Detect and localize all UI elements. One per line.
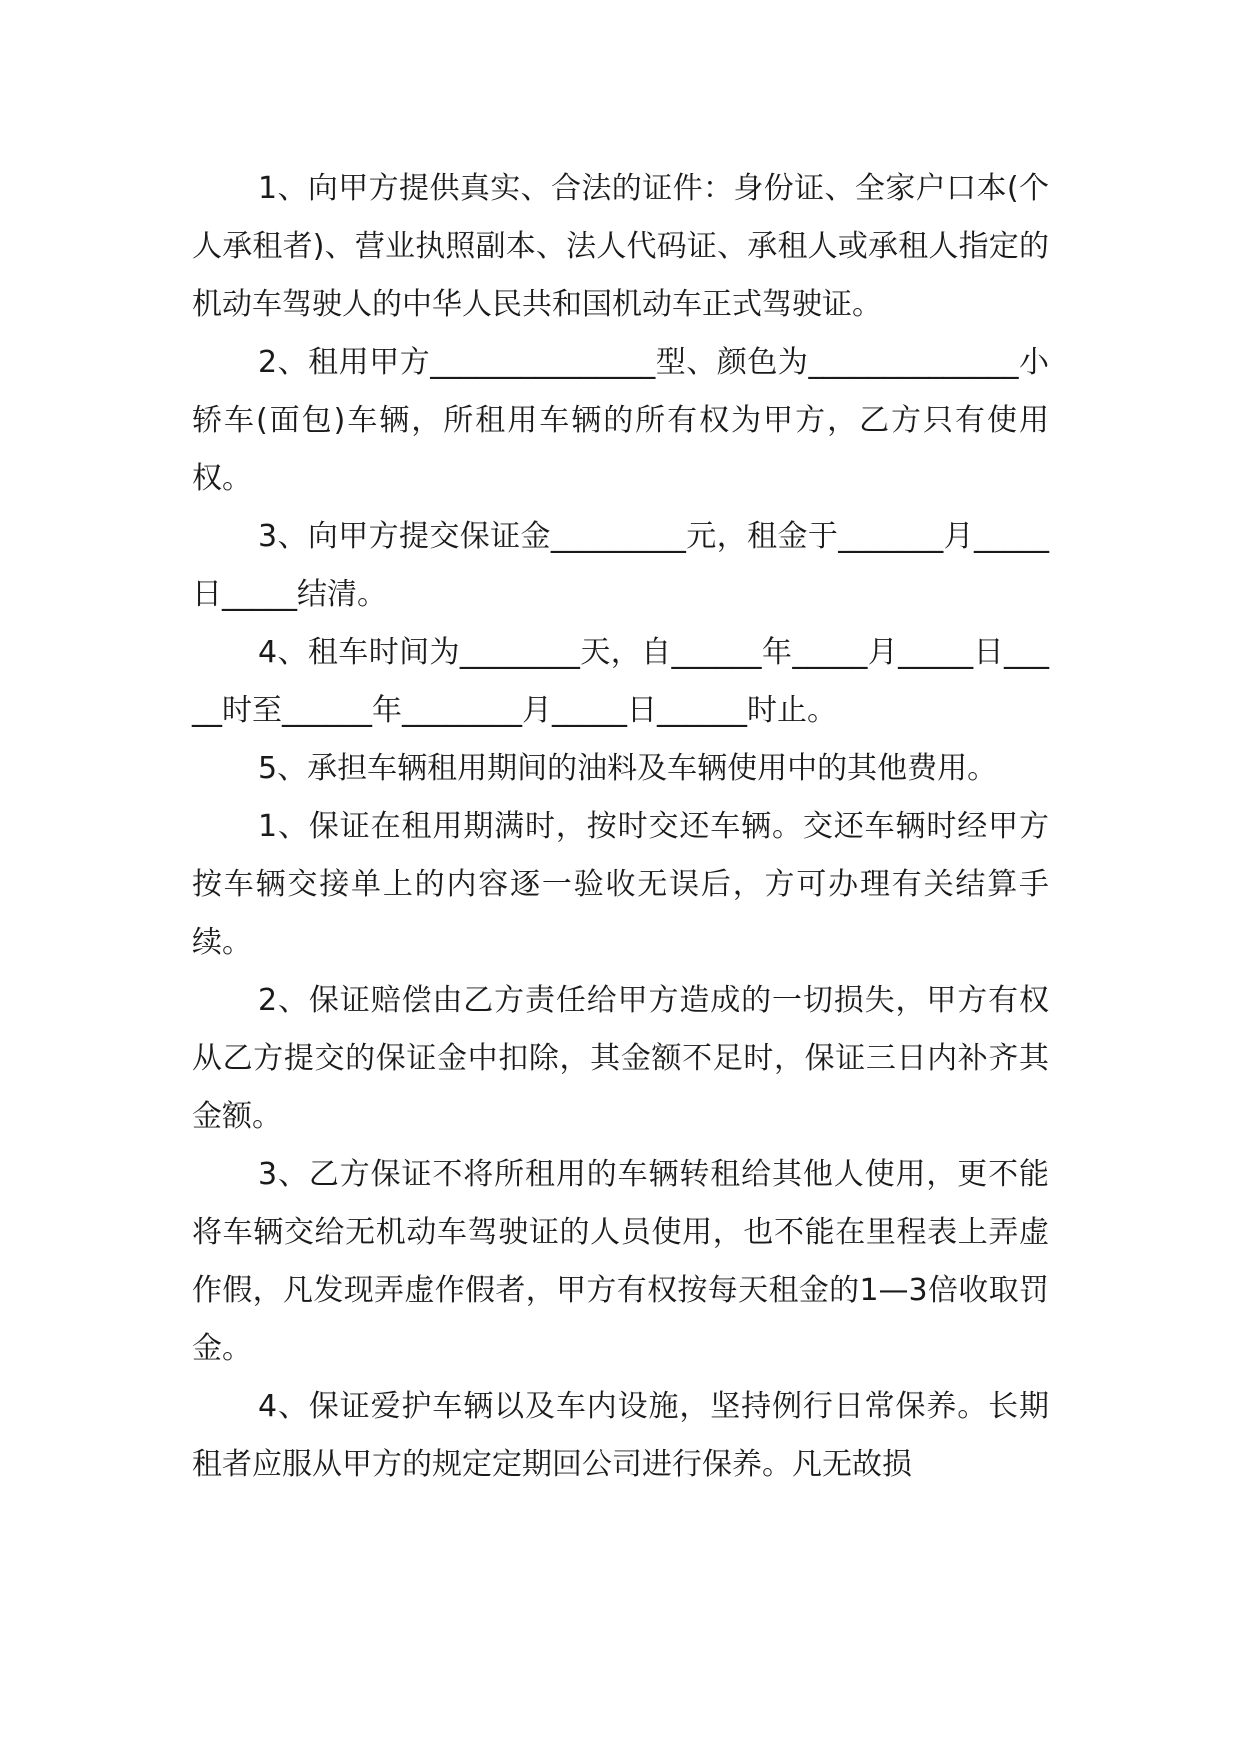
paragraph-4: 4、租车时间为________天，自______年_____月_____日_____时至______年________月_____日______时止。: [192, 635, 1049, 728]
paragraph-3: 3、向甲方提交保证金_________元，租金于_______月_____日_____结清。: [192, 519, 1049, 612]
paragraph-9: 4、保证爱护车辆以及车内设施，坚持例行日常保养。长期租者应服从甲方的规定定期回公司进行保养。凡无故损: [192, 1389, 1049, 1482]
paragraph-1: 1、向甲方提供真实、合法的证件：身份证、全家户口本(个人承租者)、营业执照副本、法人代码证、承租人或承租人指定的机动车驾驶人的中华人民共和国机动车正式驾驶证。: [192, 171, 1049, 322]
paragraph-2: 2、租用甲方_______________型、颜色为______________小轿车(面包)车辆，所租用车辆的所有权为甲方，乙方只有使用权。: [192, 345, 1049, 496]
paragraph-5: 5、承担车辆租用期间的油料及车辆使用中的其他费用。: [258, 751, 998, 786]
paragraph-7: 2、保证赔偿由乙方责任给甲方造成的一切损失，甲方有权从乙方提交的保证金中扣除，其金额不足时，保证三日内补齐其金额。: [192, 983, 1049, 1134]
paragraph-8: 3、乙方保证不将所租用的车辆转租给其他人使用，更不能将车辆交给无机动车驾驶证的人员使用，也不能在里程表上弄虚作假，凡发现弄虚作假者，甲方有权按每天租金的1—3倍收取罚金。: [192, 1157, 1049, 1366]
paragraph-6: 1、保证在租用期满时，按时交还车辆。交还车辆时经甲方按车辆交接单上的内容逐一验收无误后，方可办理有关结算手续。: [192, 809, 1049, 960]
document-body: [192, 160, 1049, 1494]
